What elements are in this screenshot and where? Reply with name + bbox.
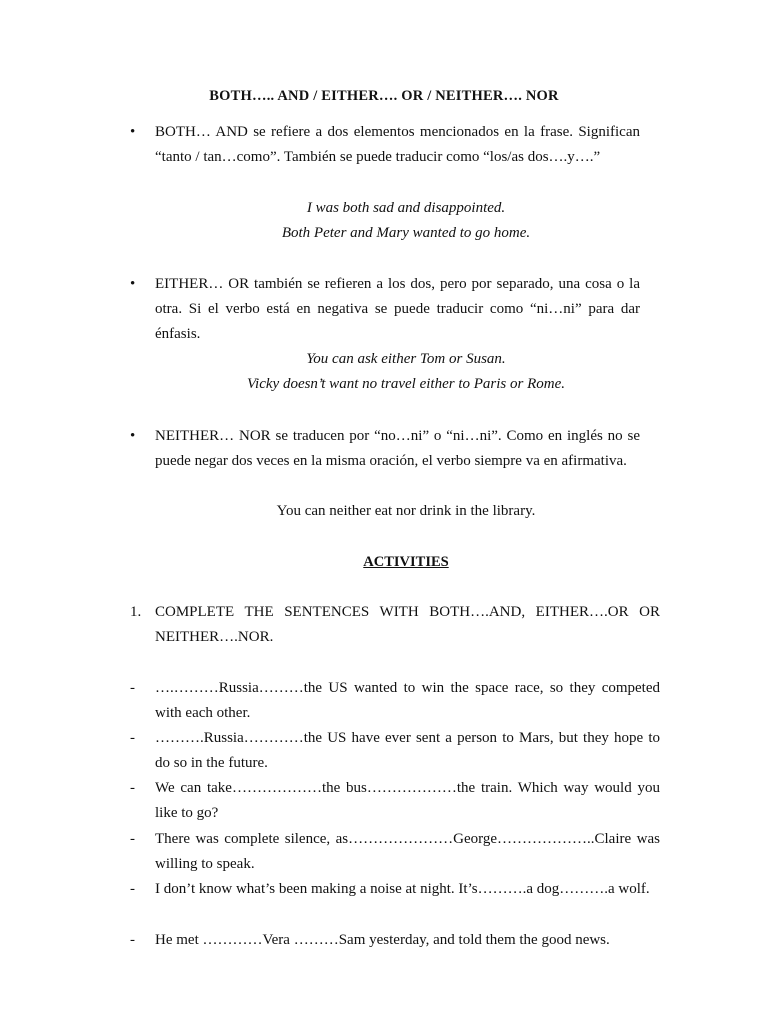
exercise-item <box>130 827 660 877</box>
bullet-text: NEITHER… NOR se traducen por “no…ni” o “ni…ni”. Como en inglés no se puede negar dos veces en la misma oración, el verbo siempre va en afirmativa. <box>155 428 640 469</box>
dash-icon: - <box>130 730 135 746</box>
exercise-text: There was complete silence, as…………………George………………..Claire was willing to speak. <box>155 831 660 872</box>
exercise-text: ….………Russia………the US wanted to win the space race, so they competed with each other. <box>155 680 660 721</box>
task-number: 1. <box>130 604 142 620</box>
exercise-text: We can take………………the bus………………the train. Which way would you like to go? <box>155 780 660 821</box>
exercise-item <box>130 726 660 776</box>
activities-heading: ACTIVITIES <box>363 554 449 570</box>
exercise-text: I don’t know what’s been making a noise at night. It’s……….a dog……….a wolf. <box>155 881 650 897</box>
bullet-item-either-or <box>130 272 640 347</box>
exercise-text: ……….Russia…………the US have ever sent a person to Mars, but they hope to do so in the future. <box>155 730 660 771</box>
dash-icon: - <box>130 881 135 897</box>
dash-icon: - <box>130 780 135 796</box>
example-sentence: You can ask either Tom or Susan. <box>306 351 506 367</box>
exercise-item <box>130 776 660 826</box>
exercise-item <box>130 676 660 726</box>
example-sentence: I was both sad and disappointed. <box>306 200 506 216</box>
exercise-text: He met …………Vera ………Sam yesterday, and told them the good news. <box>155 932 610 948</box>
bullet-item-neither-nor <box>130 424 640 474</box>
example-sentence: Vicky doesn’t want no travel either to Paris or Rome. <box>247 376 565 392</box>
bullet-text: EITHER… OR también se refieren a los dos, pero por separado, una cosa o la otra. Si el verbo está en negativa se puede traducir como “ni…ni” para dar énfasis. <box>155 276 640 342</box>
exercise-item <box>130 928 660 953</box>
task-text: COMPLETE THE SENTENCES WITH BOTH….AND, EITHER….OR OR NEITHER….NOR. <box>155 604 660 645</box>
page-title: BOTH….. AND / EITHER…. OR / NEITHER…. NOR <box>209 88 559 104</box>
bullet-text: BOTH… AND se refiere a dos elementos mencionados en la frase. Significan “tanto / tan…como”. También se puede traducir como “los/as dos….y….” <box>155 124 640 165</box>
bullet-icon: • <box>130 276 136 292</box>
dash-icon: - <box>130 932 135 948</box>
dash-icon: - <box>130 831 135 847</box>
bullet-icon: • <box>130 428 136 444</box>
bullet-icon: • <box>130 124 136 140</box>
task-instruction <box>130 600 660 650</box>
dash-icon: - <box>130 680 135 696</box>
bullet-item-both-and <box>130 120 640 170</box>
example-sentence: You can neither eat nor drink in the library. <box>276 503 536 519</box>
exercise-item <box>130 877 660 902</box>
example-sentence: Both Peter and Mary wanted to go home. <box>281 225 531 241</box>
